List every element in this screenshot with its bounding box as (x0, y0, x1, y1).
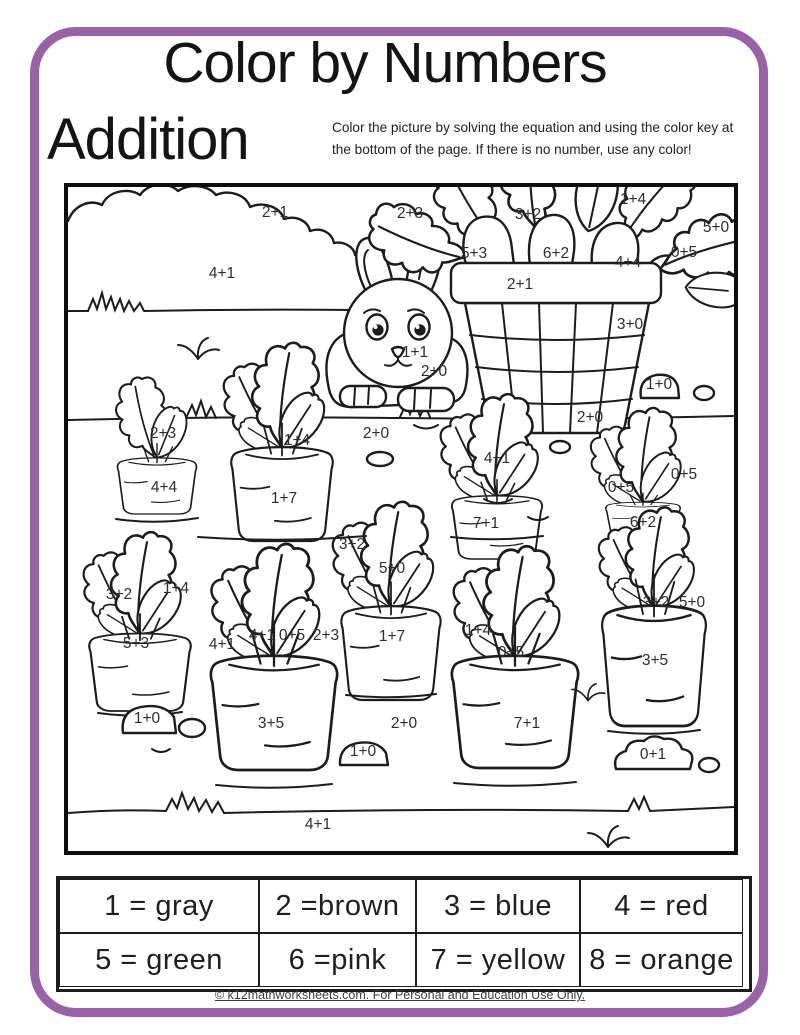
color-key-cell-8: 8 = orange (580, 933, 743, 987)
equation-label: 2+0 (576, 409, 604, 426)
equation-label: 2+1 (261, 204, 289, 221)
equation-label: 4+1 (483, 450, 511, 467)
color-key-table (56, 876, 752, 992)
equation-label: 1+7 (378, 628, 406, 645)
equation-label: 6+2 (629, 514, 657, 531)
equation-label: 0+5 (670, 466, 698, 483)
page-title: Color by Numbers (163, 31, 607, 95)
equation-label: 4+1 (208, 265, 236, 282)
coloring-picture (64, 183, 738, 855)
equation-label: 5+0 (378, 560, 406, 577)
equation-label: 1+4 (619, 191, 647, 208)
page-subtitle: Addition (47, 107, 249, 172)
equation-label: 5+3 (122, 635, 150, 652)
color-key-cell-2: 2 =brown (259, 879, 416, 933)
equation-label: 0+5 (278, 627, 306, 644)
equation-label: 3+2 (514, 206, 542, 223)
equation-label: 3+5 (257, 715, 285, 732)
equation-label: 0+5 (607, 479, 635, 496)
equation-label: 1+0 (349, 743, 377, 760)
equation-label: 4+4 (150, 479, 178, 496)
equation-label: 4+4 (614, 254, 642, 271)
color-key-cell-4: 4 = red (580, 879, 743, 933)
equation-label: 4+1 (304, 816, 332, 833)
color-key-cell-1: 1 = gray (59, 879, 259, 933)
equation-label: 3+0 (616, 316, 644, 333)
equation-label: 1+0 (133, 710, 161, 727)
color-key-cell-3: 3 = blue (416, 879, 580, 933)
equation-label: 6+2 (542, 245, 570, 262)
equation-label: 5+3 (460, 245, 488, 262)
equation-label: 2+0 (362, 425, 390, 442)
equation-label: 2+3 (312, 627, 340, 644)
equation-label: 3+2 (338, 536, 366, 553)
color-key-cell-7: 7 = yellow (416, 933, 580, 987)
equation-label: 0+5 (670, 244, 698, 261)
equation-label: 5+0 (702, 219, 730, 236)
equation-label: 0+1 (639, 746, 667, 763)
equation-label: 2+0 (390, 715, 418, 732)
equation-label: 1+0 (645, 376, 673, 393)
color-key-cell-5: 5 = green (59, 933, 259, 987)
equation-label: 2+3 (149, 425, 177, 442)
picture-svg (68, 187, 734, 851)
equation-label: 7+1 (513, 715, 541, 732)
equation-label: 1+4 (464, 622, 492, 639)
equation-label: 0+5 (497, 644, 525, 661)
equation-label: 2+0 (420, 363, 448, 380)
color-key-cell-6: 6 =pink (259, 933, 416, 987)
equation-label: 2+1 (506, 276, 534, 293)
equation-label: 7+1 (472, 515, 500, 532)
equation-label: 1+4 (283, 432, 311, 449)
equation-label: 3+2 (105, 586, 133, 603)
equation-label: 5+0 (678, 594, 706, 611)
equation-label: 3+2 (642, 594, 670, 611)
equation-label: 1+7 (270, 490, 298, 507)
instructions-text: Color the picture by solving the equation and using the color key at the bottom of the page. If there is no number, use any color! (332, 120, 734, 158)
footer-link[interactable]: © k12mathworksheets.com. For Personal and Education Use Only. (214, 988, 586, 1002)
equation-label: 1+1 (401, 344, 429, 361)
equation-label: 4+1 (248, 627, 276, 644)
equation-label: 4+1 (208, 636, 236, 653)
equation-label: 2+3 (396, 205, 424, 222)
footer-credit (0, 988, 800, 1002)
equation-label: 3+5 (641, 652, 669, 669)
equation-label: 1+4 (162, 580, 190, 597)
